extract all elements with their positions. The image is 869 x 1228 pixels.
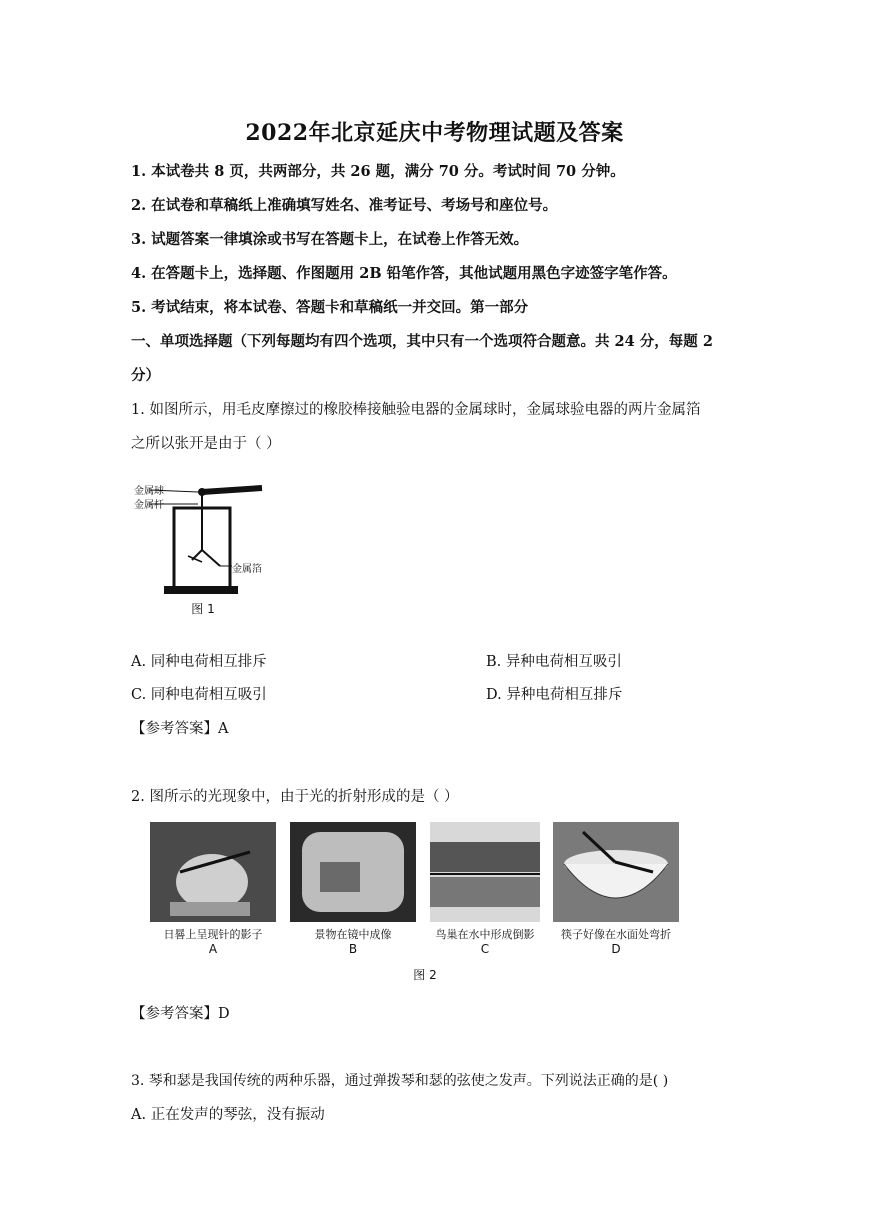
q1-option-b[interactable]: B. 异种电荷相互吸引: [486, 654, 622, 670]
exam-note-4: 4. 在答题卡上，选择题、作图题用 2B 铅笔作答，其他试题用黑色字迹签字笔作答。: [131, 265, 677, 282]
section-heading-line1: 一、单项选择题（下列每题均有四个选项，其中只有一个选项符合题意。共 24 分，每题 2: [131, 333, 713, 350]
q1-option-a[interactable]: A. 同种电荷相互排斥: [131, 654, 267, 670]
q1-option-d[interactable]: D. 异种电荷相互排斥: [486, 687, 623, 703]
letter-c: C: [480, 942, 490, 956]
photo-sundial: [150, 822, 276, 922]
page-title: 2022年北京延庆中考物理试题及答案: [245, 120, 624, 146]
q1-answer: 【参考答案】A: [131, 721, 229, 737]
photo-birds-nest: [430, 822, 540, 922]
chopsticks-image: [553, 822, 679, 922]
section-heading-line2: 分）: [131, 367, 160, 384]
caption-a: 日晷上呈现针的影子: [163, 928, 263, 941]
exam-note-1: 1. 本试卷共 8 页，共两部分，共 26 题，满分 70 分。考试时间 70 分钟。: [131, 163, 625, 180]
q1-stem-line1: 1. 如图所示，用毛皮摩擦过的橡胶棒接触验电器的金属球时，金属球验电器的两片金属箔: [131, 402, 701, 418]
label-metal-foil: 金属箔: [232, 564, 262, 575]
letter-a: A: [208, 942, 218, 956]
birds-nest-image: [430, 822, 540, 922]
q1-stem-line2: 之所以张开是由于（ ）: [131, 436, 281, 452]
q2-stem: 2. 图所示的光现象中，由于光的折射形成的是（ ）: [131, 789, 459, 805]
q3-option-a[interactable]: A. 正在发声的琴弦，没有振动: [131, 1107, 325, 1123]
sundial-image: [150, 822, 276, 922]
photo-chopsticks: [553, 822, 679, 922]
caption-c: 鸟巢在水中形成倒影: [435, 928, 535, 941]
label-metal-ball: 金属球: [134, 486, 164, 497]
label-metal-rod: 金属杆: [134, 500, 164, 511]
mirror-image: [290, 822, 416, 922]
exam-note-3: 3. 试题答案一律填涂或书写在答题卡上，在试卷上作答无效。: [131, 231, 529, 248]
exam-note-5: 5. 考试结束，将本试卷、答题卡和草稿纸一并交回。第一部分: [131, 299, 529, 316]
q2-answer: 【参考答案】D: [131, 1006, 230, 1022]
q3-stem: 3. 琴和瑟是我国传统的两种乐器，通过弹拨琴和瑟的弦使之发声。下列说法正确的是( ): [131, 1073, 669, 1089]
exam-note-2: 2. 在试卷和草稿纸上准确填写姓名、准考证号、考场号和座位号。: [131, 197, 558, 214]
caption-d: 筷子好像在水面处弯折: [561, 928, 671, 941]
figure-2-caption: 图 2: [413, 968, 437, 982]
figure-1-caption: 图 1: [191, 602, 215, 616]
caption-b: 景物在镜中成像: [314, 928, 392, 941]
photo-mirror: [290, 822, 416, 922]
letter-b: B: [348, 942, 358, 956]
q1-option-c[interactable]: C. 同种电荷相互吸引: [131, 687, 267, 703]
electroscope-figure: [134, 478, 280, 618]
letter-d: D: [611, 942, 621, 956]
